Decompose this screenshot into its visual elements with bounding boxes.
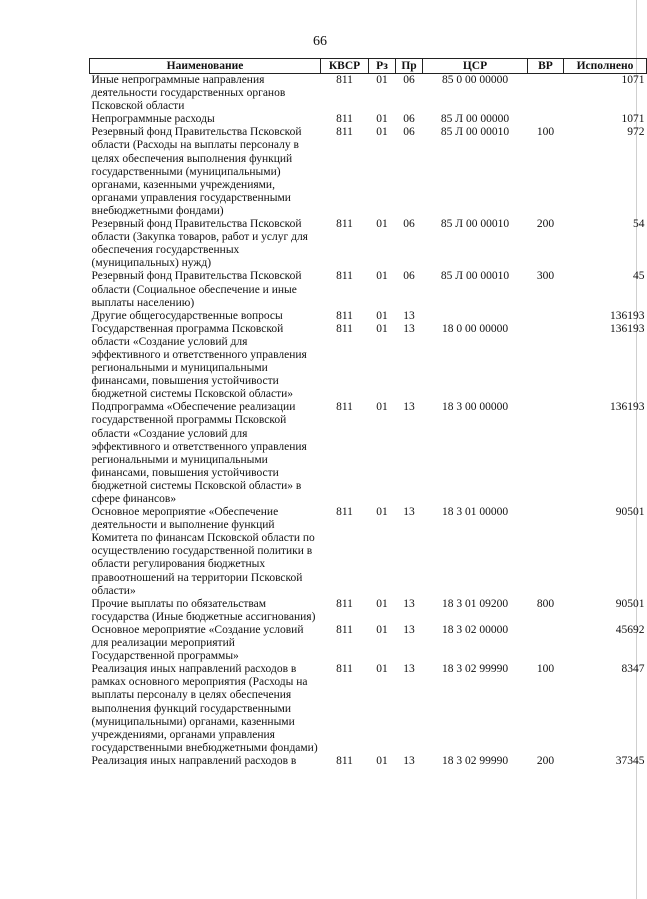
- row-rz: 01: [376, 309, 388, 322]
- row-name: Резервный фонд Правительства Псковской области (Расходы на выплаты персоналу в целях обеспечения выполнения функций государственными (муниципальными) органами, казенными учреждениями, органами управления государственными внебюджетными фондами): [91, 126, 302, 217]
- table-row: [90, 624, 647, 663]
- row-rz: 01: [376, 506, 388, 519]
- row-pr: 13: [403, 401, 415, 414]
- row-vr: [528, 310, 564, 323]
- row-executed: 1071: [621, 74, 645, 86]
- row-kvsr: 811: [336, 623, 353, 636]
- table-row: [90, 506, 647, 598]
- row-kvsr: 811: [336, 754, 353, 767]
- row-pr: 06: [403, 113, 415, 126]
- row-kvsr: 811: [336, 322, 353, 335]
- header-rz: Рз: [369, 59, 396, 74]
- row-rz: 01: [376, 74, 388, 86]
- row-name: Иные непрограммные направления деятельности государственных органов Псковской области: [91, 74, 286, 113]
- row-kvsr: 811: [336, 663, 353, 676]
- row-kvsr: 811: [336, 270, 353, 283]
- table-header-row: [90, 59, 647, 74]
- row-vr: [528, 624, 564, 663]
- table-row: [90, 401, 647, 506]
- row-executed: 45: [633, 270, 645, 283]
- row-rz: 01: [376, 597, 388, 610]
- row-rz: 01: [376, 754, 388, 767]
- row-csr: 18 3 02 99990: [441, 663, 509, 676]
- row-csr: 18 3 01 00000: [441, 506, 509, 519]
- row-rz: 01: [376, 623, 388, 636]
- table-row: [90, 270, 647, 309]
- table-row: [90, 663, 647, 755]
- row-pr: 06: [403, 126, 415, 139]
- row-vr: [528, 113, 564, 126]
- row-csr: 18 3 00 00000: [441, 401, 509, 414]
- row-name: Резервный фонд Правительства Псковской области (Социальное обеспечение и иные выплаты населению): [91, 270, 302, 309]
- row-vr: [528, 506, 564, 598]
- row-csr: [423, 310, 528, 323]
- row-pr: 13: [403, 754, 415, 767]
- row-kvsr: 811: [336, 506, 353, 519]
- table-row: [90, 310, 647, 323]
- row-csr: 18 3 02 00000: [441, 623, 509, 636]
- row-executed: 37345: [615, 754, 645, 767]
- row-executed: 90501: [615, 597, 645, 610]
- table-row: [90, 755, 647, 768]
- row-executed: 45692: [615, 623, 645, 636]
- row-pr: 13: [403, 623, 415, 636]
- row-csr: 18 3 01 09200: [441, 597, 509, 610]
- row-pr: 06: [403, 74, 415, 86]
- row-name: Основное мероприятие «Обеспечение деятельности и выполнение функций Комитета по финансам Псковской области по осуществлению государственной политики в области регулирования бюджетных правоотношений на территории Псковской области»: [91, 506, 315, 597]
- row-vr: [528, 323, 564, 402]
- header-pr: Пр: [396, 59, 423, 74]
- row-pr: 13: [403, 322, 415, 335]
- row-csr: 85 Л 00 00010: [440, 126, 510, 139]
- table-body: [90, 74, 647, 768]
- row-name: Реализация иных направлений расходов в рамках основного мероприятия (Расходы на выплаты персоналу в целях обеспечения выполнения функций государственными (муниципальными) органами, казенными учреждениями, органами управления государственными внебюджетными фондами): [91, 663, 318, 754]
- row-rz: 01: [376, 663, 388, 676]
- row-executed: 136193: [610, 401, 645, 414]
- row-rz: 01: [376, 322, 388, 335]
- row-name: Резервный фонд Правительства Псковской области (Закупка товаров, работ и услуг для обеспечения государственных (муниципальных) нужд): [91, 218, 308, 270]
- budget-table: [89, 58, 647, 768]
- header-csr: ЦСР: [423, 59, 528, 74]
- row-vr: 100: [536, 663, 555, 676]
- row-executed: 54: [633, 218, 645, 231]
- row-rz: 01: [376, 126, 388, 139]
- table-row: [90, 323, 647, 402]
- row-vr: [528, 74, 564, 114]
- header-kvsr: КВСР: [321, 59, 369, 74]
- header-vr: ВР: [528, 59, 564, 74]
- row-rz: 01: [376, 218, 388, 231]
- row-rz: 01: [376, 113, 388, 126]
- table-row: [90, 598, 647, 624]
- row-name: Непрограммные расходы: [91, 113, 215, 126]
- row-executed: 1071: [621, 113, 645, 126]
- row-name: Реализация иных направлений расходов в: [91, 754, 297, 767]
- row-pr: 13: [403, 597, 415, 610]
- row-kvsr: 811: [336, 597, 353, 610]
- row-pr: 06: [403, 218, 415, 231]
- row-executed: 136193: [610, 309, 645, 322]
- row-rz: 01: [376, 401, 388, 414]
- row-name: Государственная программа Псковской области «Создание условий для эффективного и ответственного управления региональными и муниципальными финансами, повышения устойчивости бюджетной системы Псковской области»: [91, 322, 307, 401]
- header-executed: Исполнено: [564, 59, 647, 74]
- row-csr: 85 0 00 00000: [441, 74, 509, 86]
- row-csr: 85 Л 00 00010: [440, 218, 510, 231]
- row-csr: 85 Л 00 00000: [440, 113, 510, 126]
- row-pr: 06: [403, 270, 415, 283]
- page-number: 66: [313, 34, 327, 49]
- row-vr: 300: [536, 270, 555, 283]
- row-kvsr: 811: [336, 218, 353, 231]
- row-name: Другие общегосударственные вопросы: [91, 309, 283, 322]
- row-vr: 200: [536, 218, 555, 231]
- row-pr: 13: [403, 506, 415, 519]
- row-vr: 200: [536, 754, 555, 767]
- row-executed: 136193: [610, 322, 645, 335]
- row-kvsr: 811: [336, 74, 353, 86]
- table-row: [90, 126, 647, 218]
- row-vr: 800: [536, 597, 555, 610]
- row-csr: 85 Л 00 00010: [440, 270, 510, 283]
- row-kvsr: 811: [336, 126, 353, 139]
- table-row: [90, 113, 647, 126]
- table-row: [90, 74, 647, 114]
- row-name: Основное мероприятие «Создание условий для реализации мероприятий Государственной программы»: [91, 623, 304, 663]
- row-csr: 18 3 02 99990: [441, 754, 509, 767]
- row-name: Подпрограмма «Обеспечение реализации государственной программы Псковской области «Создание условий для эффективного и ответственного управления региональными и муниципальными финансами, повышения устойчивости бюджетной системы Псковской области» в сфере финансов»: [91, 401, 307, 505]
- row-executed: 8347: [621, 663, 645, 676]
- row-pr: 13: [403, 309, 415, 322]
- table-row: [90, 218, 647, 270]
- row-kvsr: 811: [336, 309, 353, 322]
- row-executed: 972: [627, 126, 645, 139]
- header-name: Наименование: [90, 59, 321, 74]
- row-executed: 90501: [615, 506, 645, 519]
- row-rz: 01: [376, 270, 388, 283]
- row-vr: [528, 401, 564, 506]
- row-vr: 100: [536, 126, 555, 139]
- row-name: Прочие выплаты по обязательствам государства (Иные бюджетные ассигнования): [91, 597, 316, 623]
- row-csr: 18 0 00 00000: [441, 322, 509, 335]
- row-kvsr: 811: [336, 401, 353, 414]
- row-pr: 13: [403, 663, 415, 676]
- row-kvsr: 811: [336, 113, 353, 126]
